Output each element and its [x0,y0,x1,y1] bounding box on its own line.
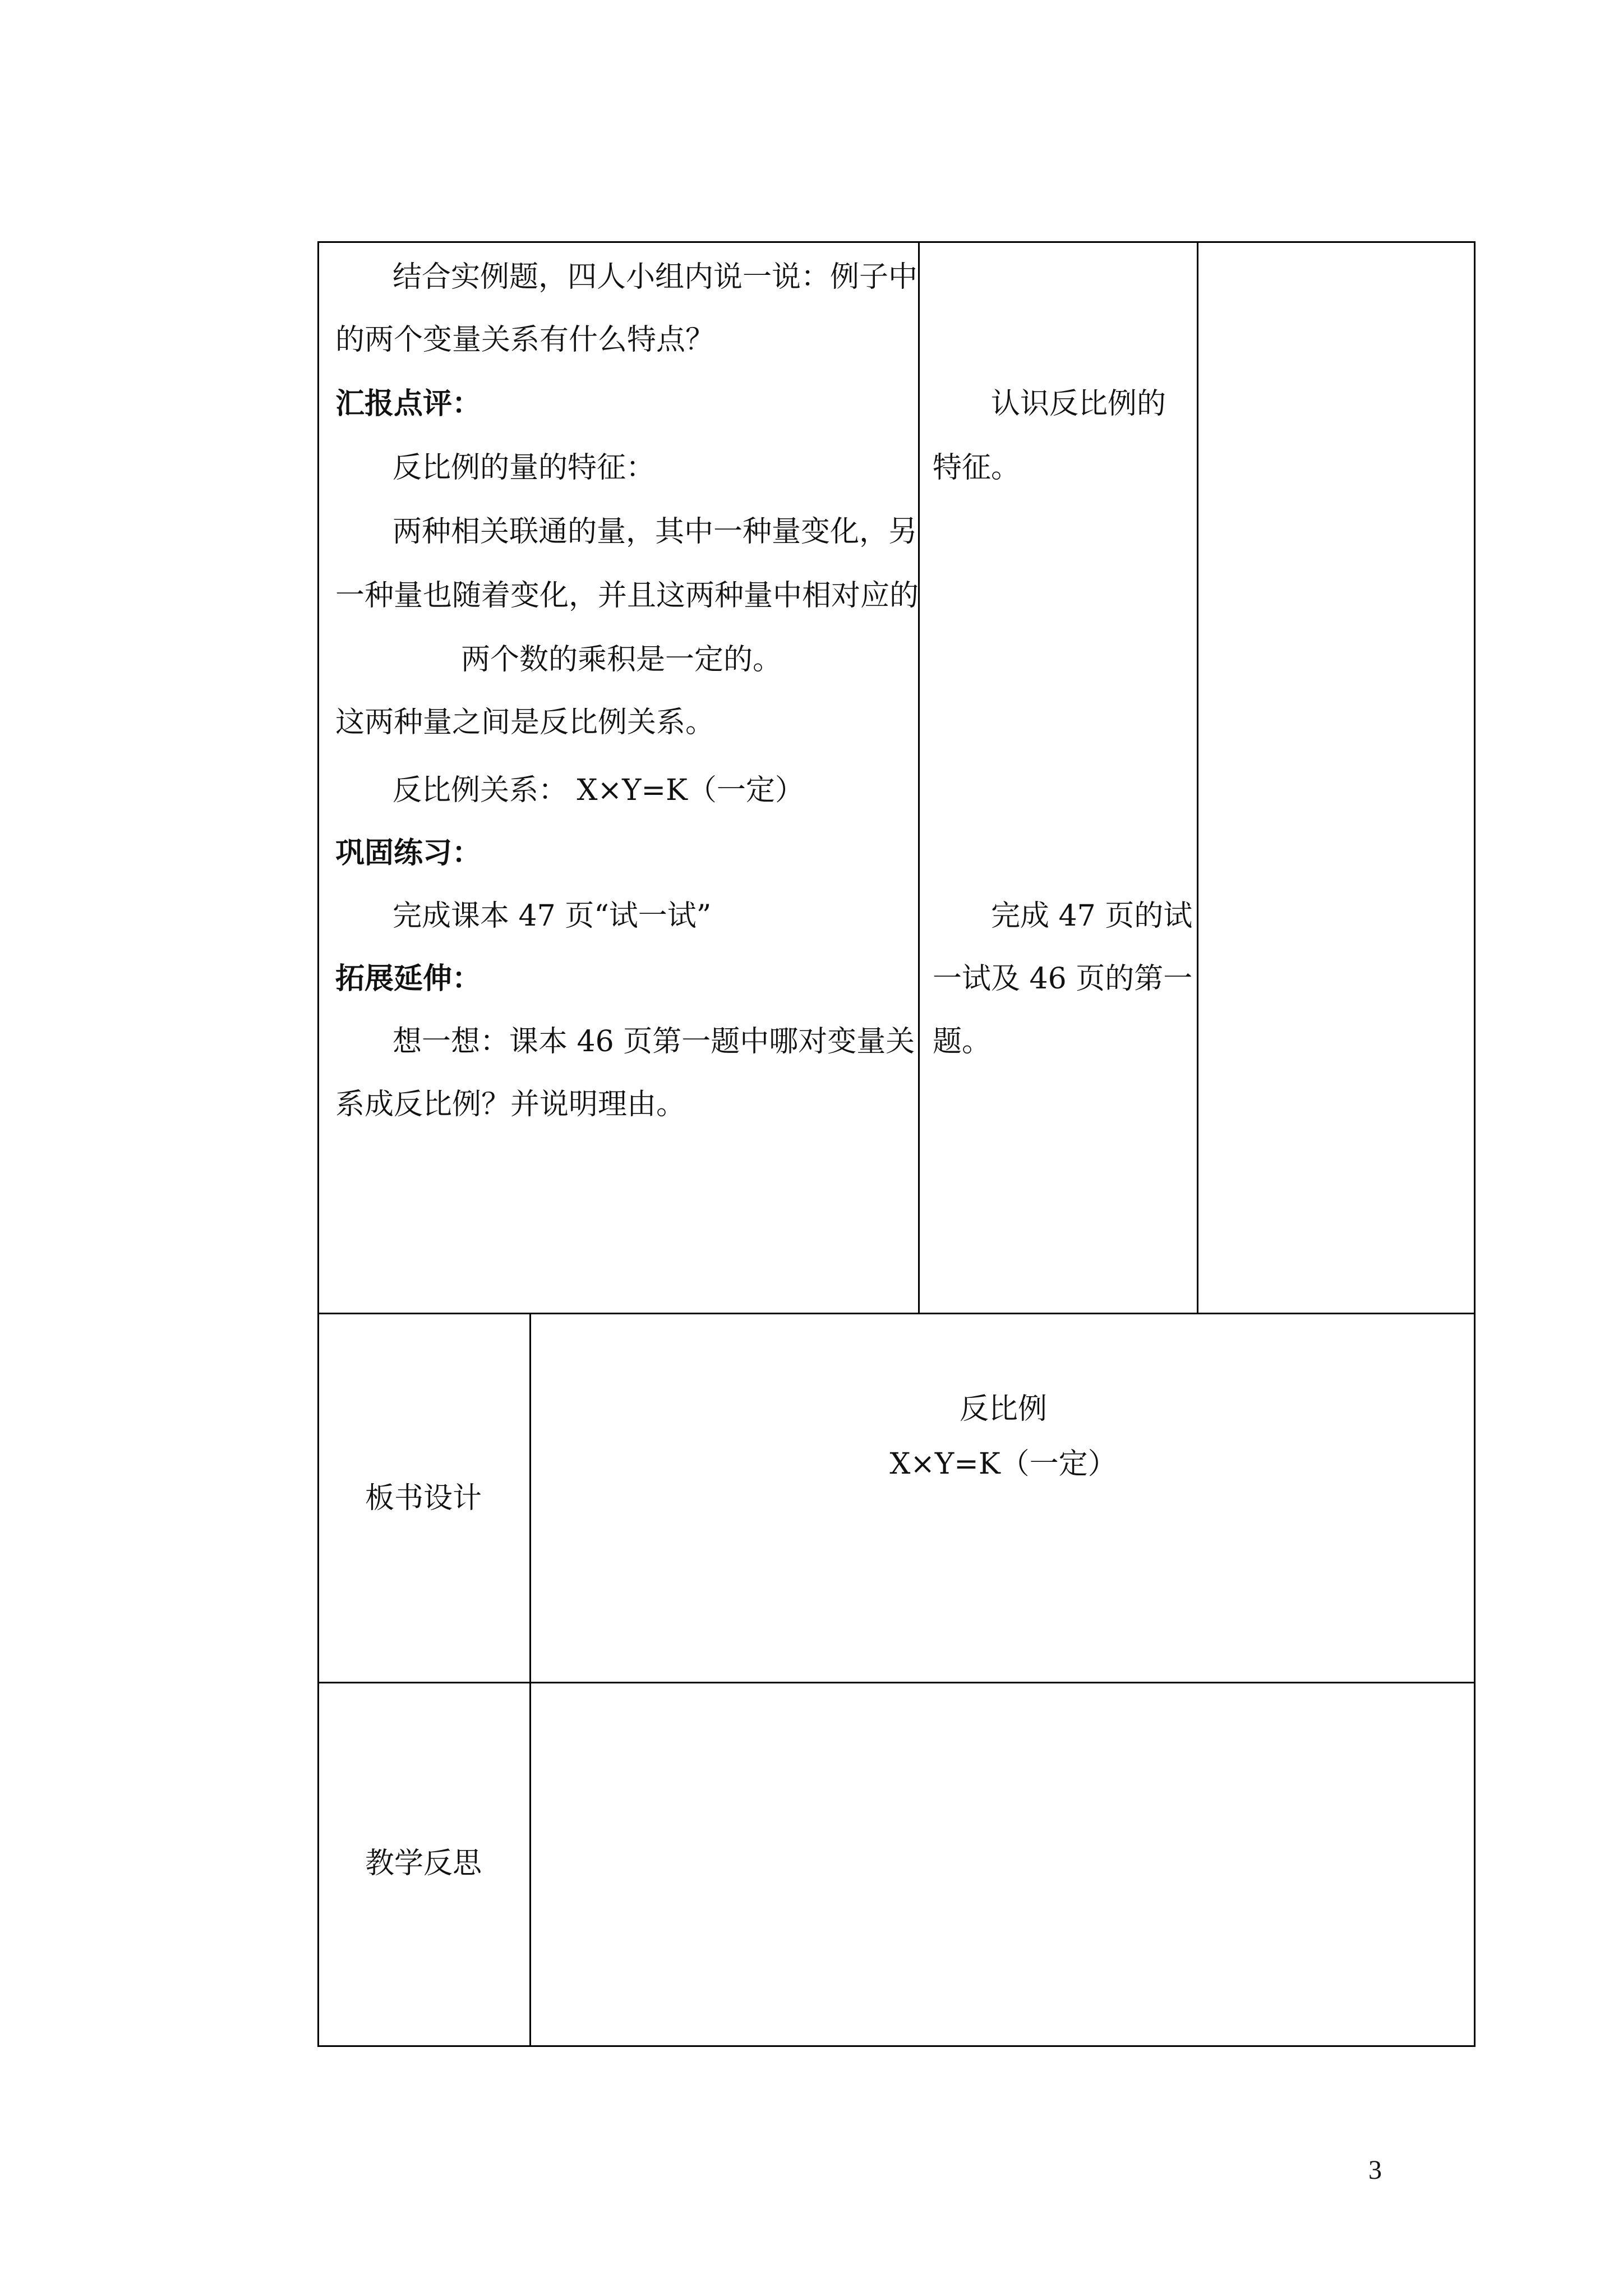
feature-line-3: 两个数的乘积是一定的。 [461,643,782,677]
teaching-reflection-label: 教学反思 [365,1847,482,1880]
exercise-note-line-1: 完成 47 页的试 [991,899,1193,933]
top-divider-2 [1197,241,1198,1314]
exercise-note-line-2: 一试及 46 页的第一 [933,962,1193,996]
extension-line-2: 系成反比例？并说明理由。 [335,1088,686,1121]
report-heading: 汇报点评： [335,386,482,421]
page-number: 3 [1368,2155,1382,2185]
lesson-table [317,241,1476,2047]
feature-line-4: 这两种量之间是反比例关系。 [335,706,715,739]
relation-line: 反比例关系： X×Y=K（一定） [393,774,804,807]
board-design-title: 反比例 [959,1392,1047,1426]
board-design-label: 板书设计 [365,1481,482,1515]
exercise-note-line-3: 题。 [933,1025,992,1059]
feature-note-line-1: 认识反比例的 [991,387,1166,421]
reflection-section-top-border [317,1682,1476,1683]
top-divider-1 [918,241,920,1314]
intro-line-2: 的两个变量关系有什么特点？ [335,323,715,357]
extension-heading: 拓展延伸： [335,961,482,996]
board-section-top-border [317,1313,1476,1314]
feature-line-1: 两种相关联通的量，其中一种量变化，另 [393,515,918,549]
feature-title: 反比例的量的特征： [393,451,656,485]
feature-line-2: 一种量也随着变化，并且这两种量中相对应的 [335,579,919,613]
intro-line-1: 结合实例题，四人小组内说一说：例子中 [393,260,918,294]
consolidation-line: 完成课本 47 页“试一试” [393,899,712,933]
feature-note-line-2: 特征。 [933,451,1021,485]
consolidation-heading: 巩固练习： [335,836,482,870]
board-design-formula: X×Y=K（一定） [889,1447,1117,1481]
extension-line-1: 想一想：课本 46 页第一题中哪对变量关 [393,1025,915,1059]
